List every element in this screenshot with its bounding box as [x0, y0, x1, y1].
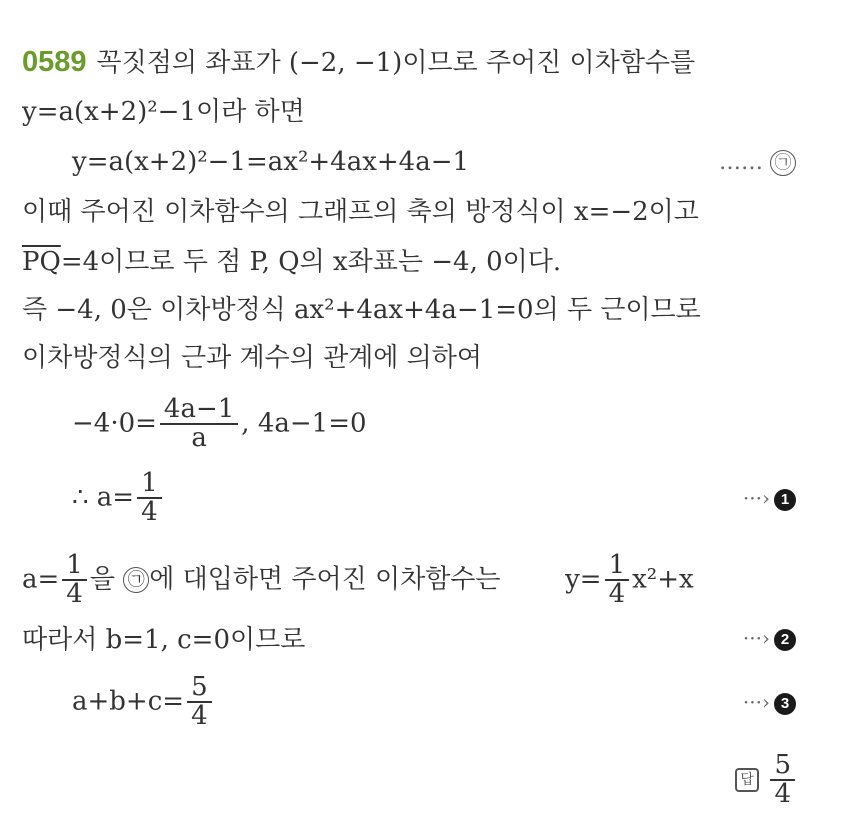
step-3 [743, 690, 796, 715]
equation-1 [72, 144, 469, 180]
step-2-arrow: ···› [742, 626, 770, 650]
sum-frac-num: 5 [187, 674, 212, 703]
sum-fraction [187, 674, 212, 731]
sub-frac-num: 1 [62, 552, 87, 581]
step-1-arrow: ···› [742, 486, 770, 510]
sub-y-rest: x²+x [632, 564, 694, 595]
a-fraction [137, 470, 162, 527]
text-line-b: 따라서 b=1, c=0이므로 [22, 625, 306, 655]
sub-frac-den: 4 [66, 579, 83, 610]
marker-dots: …… [719, 150, 763, 175]
answer-den: 4 [774, 779, 791, 810]
equation-sum [72, 674, 215, 731]
sub-fraction [62, 552, 87, 609]
step-2-badge: 2 [774, 629, 796, 651]
a-left: ∴ a= [72, 482, 135, 513]
step-3-badge: 3 [774, 693, 796, 715]
sub-a: a= [22, 564, 60, 595]
text-line-1: 꼭짓점의 좌표가 (−2, −1)이므로 주어진 이차함수를 [96, 48, 696, 78]
a-frac-num: 1 [137, 470, 162, 499]
sum-frac-den: 4 [191, 701, 208, 732]
text-line-5-rest: =4이므로 두 점 P, Q의 x좌표는 −4, 0이다. [60, 247, 562, 277]
sub-text-2: 에 대입하면 주어진 이차함수는 [149, 564, 501, 595]
text-line-5 [22, 244, 561, 280]
text-line-2: y=a(x+2)²−1이라 하면 [22, 97, 305, 127]
step-3-arrow: ···› [742, 690, 770, 714]
sub-y-num: 1 [605, 552, 630, 581]
answer-num: 5 [770, 752, 795, 781]
sub-y-fraction [605, 552, 630, 609]
problem-header [22, 44, 695, 81]
marker-tag [719, 150, 796, 176]
sub-y: y= [565, 564, 602, 595]
sum-left: a+b+c= [72, 686, 185, 717]
a-frac-den: 4 [141, 497, 158, 528]
step-2 [743, 626, 796, 651]
vieta-left: −4·0= [72, 408, 157, 439]
substitution-line [22, 552, 694, 609]
step-1 [743, 486, 796, 511]
answer-icon: 답 [735, 768, 759, 792]
vieta-right: , 4a−1=0 [241, 408, 367, 439]
vieta-fraction [160, 396, 238, 453]
segment-pq: $\overline{PQ}$ [22, 247, 61, 277]
sub-y-den: 4 [608, 579, 626, 610]
text-line-4: 이때 주어진 이차함수의 그래프의 축의 방정식이 x=−2이고 [22, 197, 699, 227]
vieta-frac-num: 4a−1 [160, 396, 238, 425]
marker-symbol: ㉠ [770, 150, 796, 176]
text-line-6: 즉 −4, 0은 이차방정식 ax²+4ax+4a−1=0의 두 근이므로 [22, 295, 701, 325]
sub-marker: ㉠ [123, 567, 149, 593]
problem-number: 0589 [22, 46, 87, 78]
sub-text-1: 을 [89, 564, 115, 595]
answer [735, 752, 798, 809]
equation-vieta [72, 396, 367, 453]
text-line-7: 이차방정식의 근과 계수의 관계에 의하여 [22, 343, 483, 373]
equation-text: y=a(x+2)²−1=ax²+4ax+4a−1 [72, 147, 470, 177]
equation-a [72, 470, 165, 527]
answer-fraction [770, 752, 795, 809]
step-1-badge: 1 [774, 489, 796, 511]
vieta-frac-den: a [191, 423, 207, 454]
